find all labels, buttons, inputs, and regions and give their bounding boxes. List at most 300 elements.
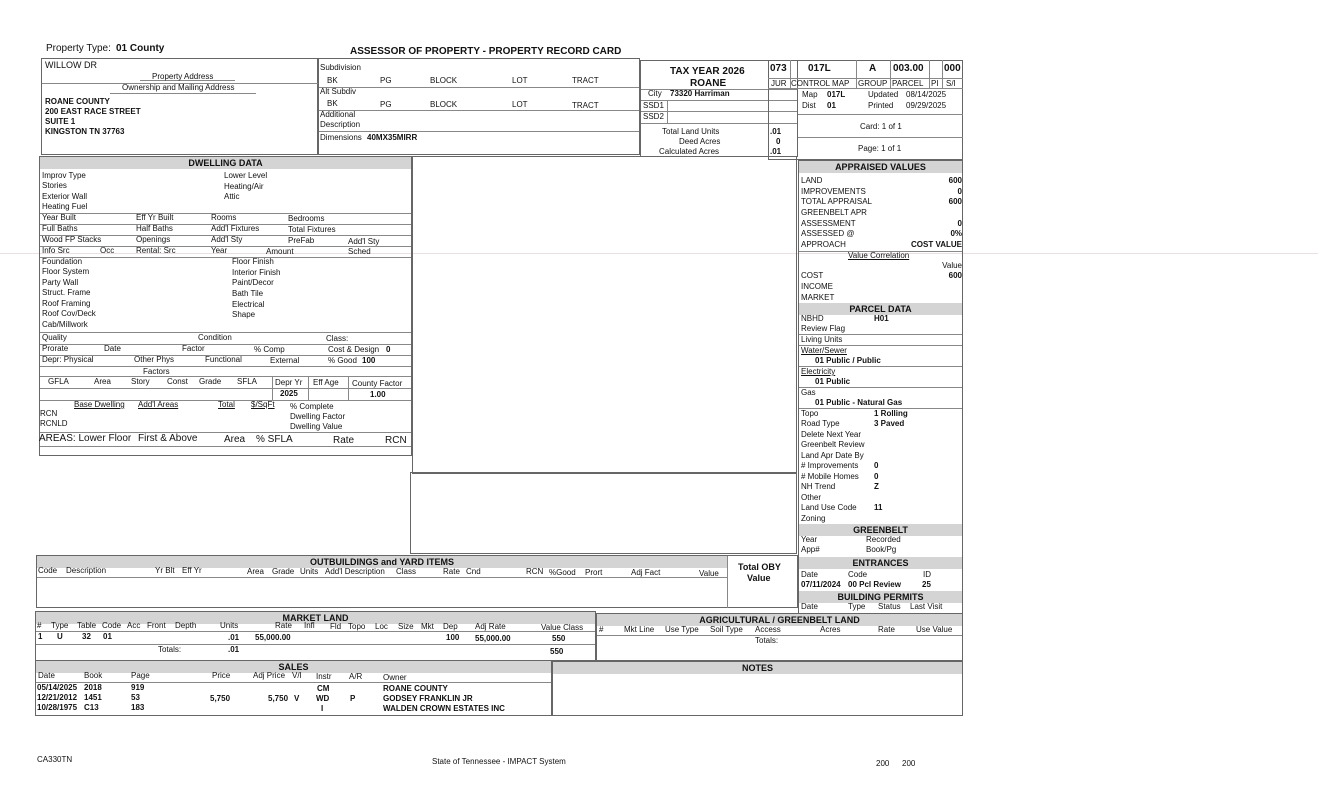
ml-loc-header: Loc (375, 622, 388, 631)
prefab-label: PreFab (288, 236, 315, 245)
total-label: Total (218, 400, 235, 409)
ag-mktline-header: Mkt Line (624, 625, 655, 634)
openings-label: Openings (136, 235, 171, 244)
city-label: City (648, 89, 662, 98)
dwelling-factor-label: Dwelling Factor (290, 412, 346, 421)
greenbelt-review-label: Greenbelt Review (801, 440, 865, 449)
control-map-value: 017L (808, 63, 831, 74)
ag-rate-header: Rate (878, 625, 895, 634)
addl-sty2-label: Add'l Sty (348, 237, 380, 246)
floor-system-label: Floor System (42, 267, 90, 276)
entrances-title: ENTRANCES (799, 557, 962, 569)
value-column-label: Value (942, 261, 962, 270)
sale-row-3-book: C13 (84, 703, 99, 712)
water-sewer-value: 01 Public / Public (815, 356, 881, 365)
depr-physical-label: Depr: Physical (42, 355, 94, 364)
property-type-value: 01 County (116, 43, 165, 54)
ml-rate-header: Rate (275, 621, 292, 630)
ssd2-label: SSD2 (643, 112, 664, 121)
stories-label: Stories (42, 181, 67, 190)
pct-complete-label: % Complete (290, 402, 334, 411)
land-units-label: Total Land Units (662, 127, 720, 136)
functional-label: Functional (205, 355, 242, 364)
dwelling-box (39, 156, 412, 456)
sale-row-2-owner: GODSEY FRANKLIN JR (383, 694, 473, 703)
approach-label: APPROACH (801, 240, 846, 249)
sale-row-3-owner: WALDEN CROWN ESTATES INC (383, 704, 505, 713)
depr-yr-label: Depr Yr (275, 378, 303, 387)
appraised-title: APPRAISED VALUES (799, 161, 962, 173)
notes-title: NOTES (553, 662, 962, 674)
ml-totals-value: 550 (550, 647, 564, 656)
permit-status-label: Status (878, 602, 901, 611)
tract2-label: TRACT (572, 101, 599, 110)
total-appraisal-value: 600 (948, 197, 962, 206)
property-type-label: Property Type: (46, 43, 111, 54)
tax-year: TAX YEAR 2026 (670, 66, 745, 77)
cost-design-label: Cost & Design (328, 345, 380, 354)
lot-label: LOT (512, 76, 528, 85)
bedrooms-label: Bedrooms (288, 214, 325, 223)
lower-level-label: Lower Level (224, 171, 268, 180)
sqft-label: $/SqFt (251, 400, 275, 409)
page-title: ASSESSOR OF PROPERTY - PROPERTY RECORD CARD (350, 46, 622, 57)
improvements-label: IMPROVEMENTS (801, 187, 866, 196)
areas-rcn-label: RCN (385, 435, 407, 446)
sale-row-3-page: 183 (131, 703, 145, 712)
market-land-title: MARKET LAND (36, 612, 595, 624)
living-units-label: Living Units (801, 335, 843, 344)
ml-front-header: Front (147, 621, 166, 630)
parcel-value: 003.00 (893, 63, 924, 74)
electricity-value: 01 Public (815, 377, 851, 386)
greenbelt-title: GREENBELT (799, 524, 962, 536)
occ-label: Occ (100, 246, 115, 255)
entrance-id-label: ID (923, 570, 931, 579)
owner-line-1: ROANE COUNTY (45, 97, 110, 106)
map-value: 017L (827, 90, 846, 99)
review-flag-label: Review Flag (801, 324, 846, 333)
card-count: Card: 1 of 1 (860, 122, 902, 131)
permit-date-label: Date (801, 602, 818, 611)
gfla-sfla-label: SFLA (237, 377, 258, 386)
gas-label: Gas (801, 388, 816, 397)
pi-label: PI (931, 79, 939, 88)
gfla-area-label: Area (94, 377, 111, 386)
cab-millwork-label: Cab/Millwork (42, 320, 88, 329)
nh-trend-label: NH Trend (801, 482, 836, 491)
greenbelt-year-label: Year (801, 535, 818, 544)
deed-acres-value: 0 (776, 137, 781, 146)
rental-amount-label: Amount (266, 247, 294, 256)
quality-label: Quality (42, 333, 67, 342)
sale-row-1-page: 919 (131, 683, 145, 692)
deed-acres-label: Deed Acres (679, 137, 721, 146)
heating-fuel-label: Heating Fuel (42, 202, 88, 211)
improvements-value: 0 (957, 187, 962, 196)
ml-row-code: 01 (103, 632, 112, 641)
dimensions-value: 40MX35MIRR (367, 133, 418, 142)
footer-number-1: 200 (876, 759, 890, 768)
paint-decor-label: Paint/Decor (232, 278, 274, 287)
oby-adjfact-header: Adj Fact (631, 568, 661, 577)
gfla-const-label: Const (167, 377, 188, 386)
page-count: Page: 1 of 1 (858, 144, 902, 153)
printed-label: Printed (868, 101, 894, 110)
income-label: INCOME (801, 282, 833, 291)
oby-grade-header: Grade (272, 567, 295, 576)
sale-row-2-price: 5,750 (210, 694, 231, 703)
zoning-label: Zoning (801, 514, 826, 523)
subdivision-label: Subdivision (320, 63, 361, 72)
ag-land-title: AGRICULTURAL / GREENBELT LAND (597, 614, 962, 626)
ml-row-type: U (57, 632, 63, 641)
base-dwelling-label: Base Dwelling (74, 400, 125, 409)
water-sewer-label: Water/Sewer (801, 346, 847, 355)
permit-type-label: Type (848, 602, 866, 611)
ag-access-header: Access (755, 625, 781, 634)
other-phys-label: Other Phys (134, 355, 175, 364)
market-label: MARKET (801, 293, 835, 302)
greenbelt-app-label: App# (801, 545, 820, 554)
lot2-label: LOT (512, 100, 528, 109)
jur-label: JUR (771, 79, 787, 88)
county-name: ROANE (690, 78, 727, 89)
land-value: 600 (948, 176, 962, 185)
county-factor-label: County Factor (352, 379, 403, 388)
permit-last-visit-label: Last Visit (910, 602, 943, 611)
depr-yr-value: 2025 (280, 389, 298, 398)
cost-value: 600 (948, 271, 962, 280)
ag-acres-header: Acres (820, 625, 841, 634)
oby-value-header: Value (699, 569, 719, 578)
half-baths-label: Half Baths (136, 224, 173, 233)
road-type-label: Road Type (801, 419, 840, 428)
total-appraisal-label: TOTAL APPRAISAL (801, 197, 872, 206)
pct-good-label: % Good (328, 356, 357, 365)
pg2-label: PG (380, 100, 392, 109)
ml-size-header: Size (398, 622, 414, 631)
footer-system: State of Tennessee - IMPACT System (432, 757, 566, 766)
sale-row-2-ar: P (350, 694, 356, 703)
pi-si-value: 000 (944, 63, 961, 74)
value-correlation-label: Value Correlation (848, 251, 910, 260)
street-address: WILLOW DR (45, 60, 98, 70)
ssd1-label: SSD1 (643, 101, 664, 110)
dist-value: 01 (827, 101, 836, 110)
ml-code-header: Code (102, 621, 122, 630)
si-label: S/I (946, 79, 956, 88)
areas-label: AREAS: Lower Floor (39, 433, 132, 444)
oby-rcn-header: RCN (526, 567, 544, 576)
calc-acres-value: .01 (770, 147, 782, 156)
updated-value: 08/14/2025 (906, 90, 947, 99)
total-oby-label: Total OBY (738, 562, 781, 572)
land-use-code-value: 11 (874, 503, 883, 512)
sales-owner-header: Owner (383, 673, 407, 682)
oby-area-header: Area (247, 567, 264, 576)
greenbelt-book-label: Book/Pg (866, 545, 897, 554)
sale-row-1-date: 05/14/2025 (37, 683, 78, 692)
ml-row-dep: 100 (446, 633, 460, 642)
roof-cov-label: Roof Cov/Deck (42, 309, 96, 318)
other-label: Other (801, 493, 822, 502)
jur-value: 073 (770, 63, 787, 74)
rcnld-label: RCNLD (40, 419, 68, 428)
updated-label: Updated (868, 90, 899, 99)
sales-adjprice-header: Adj Price (253, 671, 286, 680)
sales-title: SALES (36, 661, 551, 673)
dimensions-label: Dimensions (320, 133, 362, 142)
ml-fld-header: Fld (330, 622, 342, 631)
pg-label: PG (380, 76, 392, 85)
parcel-label: PARCEL (892, 79, 924, 88)
external-label: External (270, 356, 300, 365)
bk-label: BK (327, 76, 338, 85)
oby-good-header: %Good (549, 568, 576, 577)
ml-num-header: # (37, 621, 42, 630)
condition-label: Condition (198, 333, 232, 342)
addl-fixtures-label: Add'l Fixtures (211, 224, 260, 233)
tract-label: TRACT (572, 76, 599, 85)
electricity-label: Electricity (801, 367, 836, 376)
assessed-at-value: 0% (950, 229, 962, 238)
prorate-label: Prorate (42, 344, 69, 353)
owner-line-4: KINGSTON TN 37763 (45, 127, 125, 136)
sales-page-header: Page (131, 671, 150, 680)
nbhd-value: H01 (874, 314, 889, 323)
sales-vi-header: V/I (292, 671, 302, 680)
total-fixtures-label: Total Fixtures (288, 225, 336, 234)
description-label: Description (320, 120, 361, 129)
bk2-label: BK (327, 99, 338, 108)
shape-label: Shape (232, 310, 256, 319)
photo-area (410, 472, 797, 554)
group-value: A (869, 63, 877, 74)
ml-adjrate-header: Adj Rate (475, 622, 506, 631)
road-type-value: 3 Paved (874, 419, 905, 428)
land-units-value: .01 (770, 127, 782, 136)
outbuildings-title: OUTBUILDINGS and YARD ITEMS (37, 556, 727, 568)
num-improvements-label: # Improvements (801, 461, 859, 470)
ml-infl-header: Infl (304, 621, 315, 630)
ml-totals-label: Totals: (158, 645, 182, 654)
parcel-data-title: PARCEL DATA (799, 303, 962, 315)
wood-fp-label: Wood FP Stacks (42, 235, 102, 244)
delete-next-year-label: Delete Next Year (801, 430, 862, 439)
oby-code-header: Code (38, 566, 58, 575)
oby-units-header: Units (300, 567, 319, 576)
bath-tile-label: Bath Tile (232, 289, 264, 298)
areas-rate-label: Rate (333, 435, 355, 446)
alt-subdiv-label: Alt Subdiv (320, 87, 357, 96)
dwelling-title: DWELLING DATA (40, 157, 411, 169)
year-built-label: Year Built (42, 213, 76, 222)
ml-mkt-header: Mkt (421, 622, 434, 631)
ownership-label: Ownership and Mailing Address (122, 83, 235, 92)
ml-topo-header: Topo (348, 622, 366, 631)
topo-value: 1 Rolling (874, 409, 908, 418)
entrance-row-code: 00 Pcl Review (848, 580, 901, 589)
ml-row-value: 550 (552, 634, 566, 643)
info-src-label: Info Src (42, 246, 70, 255)
attic-label: Attic (224, 192, 240, 201)
ml-acc-header: Acc (127, 621, 141, 630)
class-label: Class: (326, 334, 349, 343)
entrance-date-label: Date (801, 570, 818, 579)
sales-book-header: Book (84, 671, 103, 680)
areas-area-label: Area (224, 434, 246, 445)
owner-line-3: SUITE 1 (45, 117, 76, 126)
assessed-at-label: ASSESSED @ (801, 229, 855, 238)
additional-label: Additional (320, 110, 356, 119)
pct-good-value: 100 (362, 356, 376, 365)
block-label: BLOCK (430, 76, 458, 85)
sale-row-2-page: 53 (131, 693, 140, 702)
ml-dep-header: Dep (443, 622, 458, 631)
land-apr-date-label: Land Apr Date By (801, 451, 864, 460)
cost-label: COST (801, 271, 824, 280)
sale-row-2-vi: V (294, 694, 300, 703)
struct-frame-label: Struct. Frame (42, 288, 91, 297)
county-factor-value: 1.00 (370, 390, 386, 399)
ml-row-table: 32 (82, 632, 91, 641)
ml-units-header: Units (220, 621, 239, 630)
rooms-label: Rooms (211, 213, 237, 222)
ml-type-header: Type (51, 621, 69, 630)
greenbelt-apr-label: GREENBELT APR (801, 208, 867, 217)
oby-class-header: Class (396, 567, 417, 576)
gfla-grade-label: Grade (199, 377, 222, 386)
prorate-date-label: Date (104, 344, 121, 353)
permits-title: BUILDING PERMITS (799, 591, 962, 603)
entrance-row-date: 07/11/2024 (801, 580, 841, 589)
assessment-label: ASSESSMENT (801, 219, 856, 228)
land-use-code-label: Land Use Code (801, 503, 857, 512)
roof-framing-label: Roof Framing (42, 299, 91, 308)
addl-areas-label: Add'l Areas (138, 400, 179, 409)
exterior-wall-label: Exterior Wall (42, 192, 88, 201)
assessment-value: 0 (957, 219, 962, 228)
footer-form-id: CA330TN (37, 755, 73, 764)
oby-cnd-header: Cnd (466, 567, 481, 576)
ml-row-adjrate: 55,000.00 (475, 634, 511, 643)
land-label: LAND (801, 176, 823, 185)
oby-yrblt-header: Yr Blt (155, 566, 175, 575)
topo-label: Topo (801, 409, 819, 418)
dist-label: Dist (802, 101, 816, 110)
foundation-label: Foundation (42, 257, 83, 266)
ag-usevalue-header: Use Value (916, 625, 953, 634)
rental-src-label: Rental: Src (136, 246, 176, 255)
pct-comp-label: % Comp (254, 345, 285, 354)
nh-trend-value: Z (874, 482, 879, 491)
map-label: Map (802, 90, 818, 99)
block2-label: BLOCK (430, 100, 458, 109)
rental-year-label: Year (211, 246, 228, 255)
property-address-label: Property Address (152, 72, 214, 81)
gas-value: 01 Public - Natural Gas (815, 398, 903, 407)
addl-sty-label: Add'l Sty (211, 235, 243, 244)
owner-line-2: 200 EAST RACE STREET (45, 107, 141, 116)
factors-label: Factors (143, 367, 170, 376)
group-label: GROUP (858, 79, 888, 88)
first-above-label: First & Above (138, 433, 198, 444)
ml-table-header: Table (77, 621, 97, 630)
eff-yr-built-label: Eff Yr Built (136, 213, 174, 222)
sale-row-3-instr: I (321, 704, 324, 713)
calc-acres-label: Calculated Acres (659, 147, 720, 156)
sale-row-1-instr: CM (317, 684, 330, 693)
sale-row-1-owner: ROANE COUNTY (383, 684, 448, 693)
sales-ar-header: A/R (349, 672, 363, 681)
num-improvements-value: 0 (874, 461, 879, 470)
mobile-homes-value: 0 (874, 472, 879, 481)
entrance-row-id: 25 (922, 580, 931, 589)
improv-type-label: Improv Type (42, 171, 86, 180)
mobile-homes-label: # Mobile Homes (801, 472, 859, 481)
ml-totals-units: .01 (228, 645, 240, 654)
oby-addl-desc-header: Add'l Description (325, 567, 385, 576)
ml-row-units: .01 (228, 633, 240, 642)
ml-row-num: 1 (38, 632, 43, 641)
sale-row-2-date: 12/21/2012 (37, 693, 78, 702)
greenbelt-recorded-label: Recorded (866, 535, 901, 544)
full-baths-label: Full Baths (42, 224, 78, 233)
oby-description-header: Description (66, 566, 107, 575)
sale-row-3-date: 10/28/1975 (37, 703, 78, 712)
ag-usetype-header: Use Type (665, 625, 699, 634)
floor-finish-label: Floor Finish (232, 257, 274, 266)
eff-age-label: Eff Age (313, 378, 339, 387)
ag-soiltype-header: Soil Type (710, 625, 743, 634)
city-value: 73320 Harriman (670, 89, 730, 98)
sales-date-header: Date (38, 671, 55, 680)
sales-price-header: Price (212, 671, 231, 680)
sketch-area (412, 156, 797, 474)
nbhd-label: NBHD (801, 314, 824, 323)
ag-totals-label: Totals: (755, 636, 779, 645)
rcn-label: RCN (40, 409, 58, 418)
interior-finish-label: Interior Finish (232, 268, 281, 277)
approach-value: COST VALUE (911, 240, 962, 249)
gfla-label: GFLA (48, 377, 69, 386)
total-oby-value-label: Value (747, 573, 771, 583)
electrical-label: Electrical (232, 300, 265, 309)
cost-design-value: 0 (386, 345, 391, 354)
sale-row-2-instr: WD (316, 694, 330, 703)
entrance-code-label: Code (848, 570, 868, 579)
ml-valueclass-header: Value Class (541, 623, 584, 632)
prorate-factor-label: Factor (182, 344, 205, 353)
heating-air-label: Heating/Air (224, 182, 264, 191)
sale-row-2-book: 1451 (84, 693, 102, 702)
sale-row-2-adjprice: 5,750 (268, 694, 289, 703)
sales-instr-header: Instr (316, 672, 332, 681)
control-map-label: CONTROL MAP (791, 79, 850, 88)
dwelling-value-label: Dwelling Value (290, 422, 343, 431)
printed-value: 09/29/2025 (906, 101, 947, 110)
ml-depth-header: Depth (175, 621, 197, 630)
oby-prort-header: Prort (585, 568, 603, 577)
sale-row-1-book: 2018 (84, 683, 102, 692)
gfla-story-label: Story (131, 377, 150, 386)
ml-row-rate: 55,000.00 (255, 633, 291, 642)
oby-effyr-header: Eff Yr (182, 566, 202, 575)
party-wall-label: Party Wall (42, 278, 79, 287)
oby-rate-header: Rate (443, 567, 460, 576)
areas-sfla-label: % SFLA (256, 434, 293, 445)
